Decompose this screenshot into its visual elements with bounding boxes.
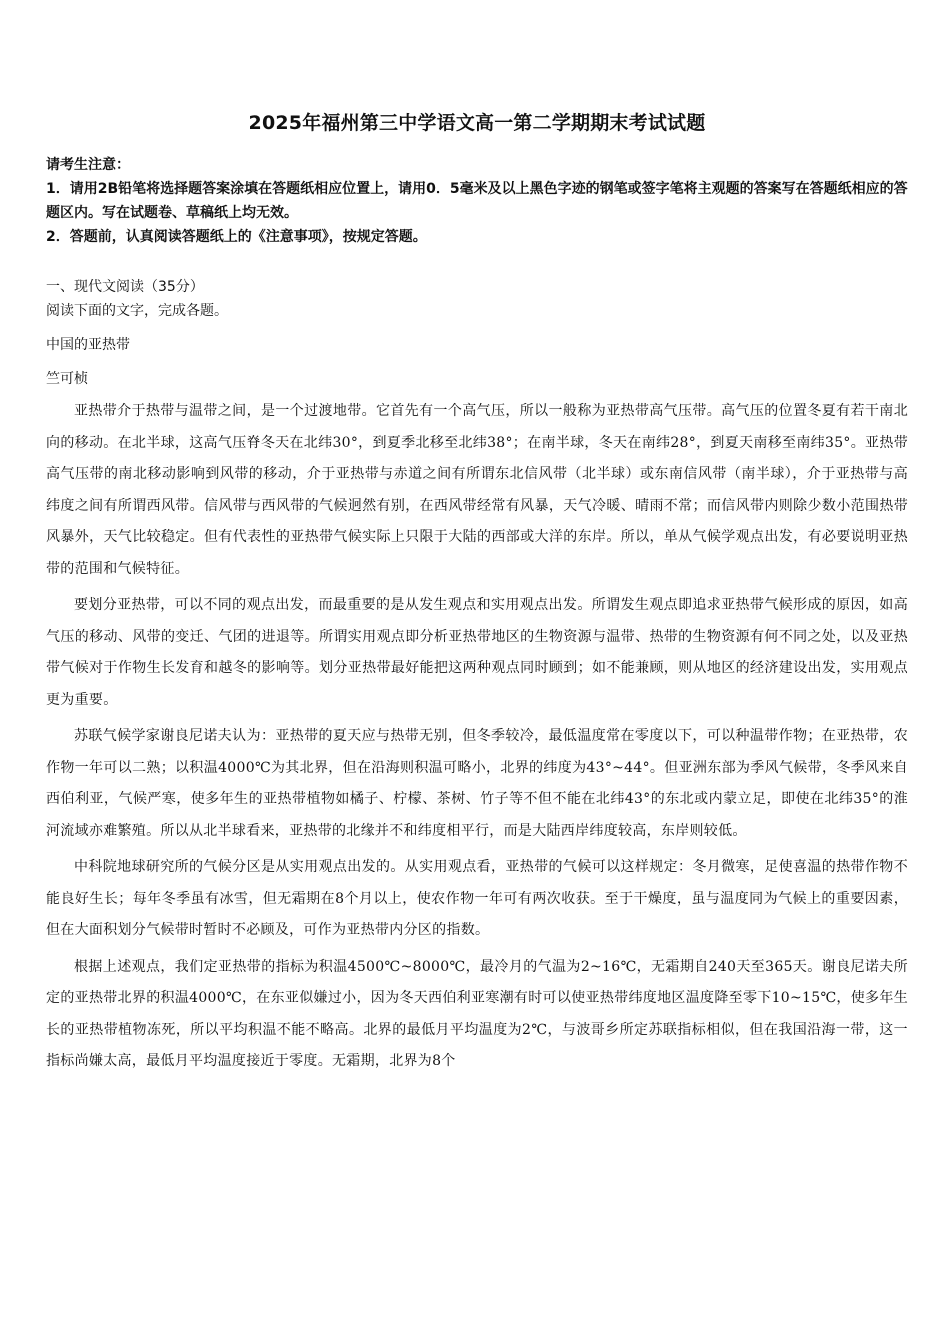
article-author: 竺可桢 <box>46 371 88 387</box>
section-heading: 一、现代文阅读（35分） <box>46 279 204 295</box>
article-paragraph: 苏联气候学家谢良尼诺夫认为：亚热带的夏天应与热带无别，但冬季较冷，最低温度常在零度以下，可以种温带作物；在亚热带，农作物一年可以二熟；以积温4000℃为其北界，但在沿海则积温可略小，北界的纬度为43°~44°。但亚洲东部为季风气候带，冬季风来自西伯利亚，气候严寒，使多年生的亚热带植物如橘子、柠檬、茶树、竹子等不但不能在北纬43°的东北或内蒙立足，即使在北纬35°的淮河流域亦难繁殖。所以从北半球看来，亚热带的北缘并不和纬度相平行，而是大陆西岸纬度较高，东岸则较低。 <box>46 728 908 839</box>
article-title: 中国的亚热带 <box>46 337 130 353</box>
reading-instruction: 阅读下面的文字，完成各题。 <box>46 303 228 319</box>
article-paragraph: 中科院地球研究所的气候分区是从实用观点出发的。从实用观点看，亚热带的气候可以这样规定：冬月微寒，足使喜温的热带作物不能良好生长；每年冬季虽有冰雪，但无霜期在8个月以上，使农作物一年可有两次收获。至于干燥度，虽与温度同为气候上的重要因素，但在大面积划分气候带时暂时不必顾及，可作为亚热带内分区的指数。 <box>46 859 908 938</box>
article-paragraph: 根据上述观点，我们定亚热带的指标为积温4500℃~8000℃，最冷月的气温为2~16℃，无霜期自240天至365天。谢良尼诺夫所定的亚热带北界的积温4000℃，在东亚似嫌过小，因为冬天西伯利亚寒潮有时可以使亚热带纬度地区温度降至零下10~15℃，使多年生长的亚热带植物冻死，所以平均积温不能不略高。北界的最低月平均温度为2℃，与波哥乡所定苏联指标相似，但在我国沿海一带，这一指标尚嫌太高，最低月平均温度接近于零度。无霜期，北界为8个 <box>46 958 908 1069</box>
notice-item: 2．答题前，认真阅读答题纸上的《注意事项》，按规定答题。 <box>46 229 427 245</box>
notice-item: 1．请用2B铅笔将选择题答案涂填在答题纸相应位置上，请用0．5毫米及以上黑色字迹的钢笔或签字笔将主观题的答案写在答题纸相应的答题区内。写在试题卷、草稿纸上均无效。 <box>46 181 908 221</box>
candidate-notice <box>46 153 908 249</box>
exam-title: 2025年福州第三中学语文高一第二学期期末考试试题 <box>248 112 706 134</box>
notice-heading: 请考生注意： <box>46 157 130 173</box>
exam-page <box>46 108 908 1078</box>
article-paragraph: 要划分亚热带，可以不同的观点出发，而最重要的是从发生观点和实用观点出发。所谓发生观点即追求亚热带气候形成的原因，如高气压的移动、风带的变迁、气团的进退等。所谓实用观点即分析亚热带地区的生物资源与温带、热带的生物资源有何不同之处，以及亚热带气候对于作物生长发育和越冬的影响等。划分亚热带最好能把这两种观点同时顾到；如不能兼顾，则从地区的经济建设出发，实用观点更为重要。 <box>46 597 908 708</box>
article-paragraph: 亚热带介于热带与温带之间，是一个过渡地带。它首先有一个高气压，所以一般称为亚热带高气压带。高气压的位置冬夏有若干南北向的移动。在北半球，这高气压脊冬天在北纬30°，到夏季北移至北纬38°；在南半球，冬天在南纬28°，到夏天南移至南纬35°。亚热带高气压带的南北移动影响到风带的移动，介于亚热带与赤道之间有所谓东北信风带（北半球）或东南信风带（南半球），介于亚热带与高纬度之间有所谓西风带。信风带与西风带的气候迥然有别，在西风带经常有风暴，天气冷暖、晴雨不常；而信风带内则除少数小范围热带风暴外，天气比较稳定。但有代表性的亚热带气候实际上只限于大陆的西部或大洋的东岸。所以，单从气候学观点出发，有必要说明亚热带的范围和气候特征。 <box>46 403 908 577</box>
